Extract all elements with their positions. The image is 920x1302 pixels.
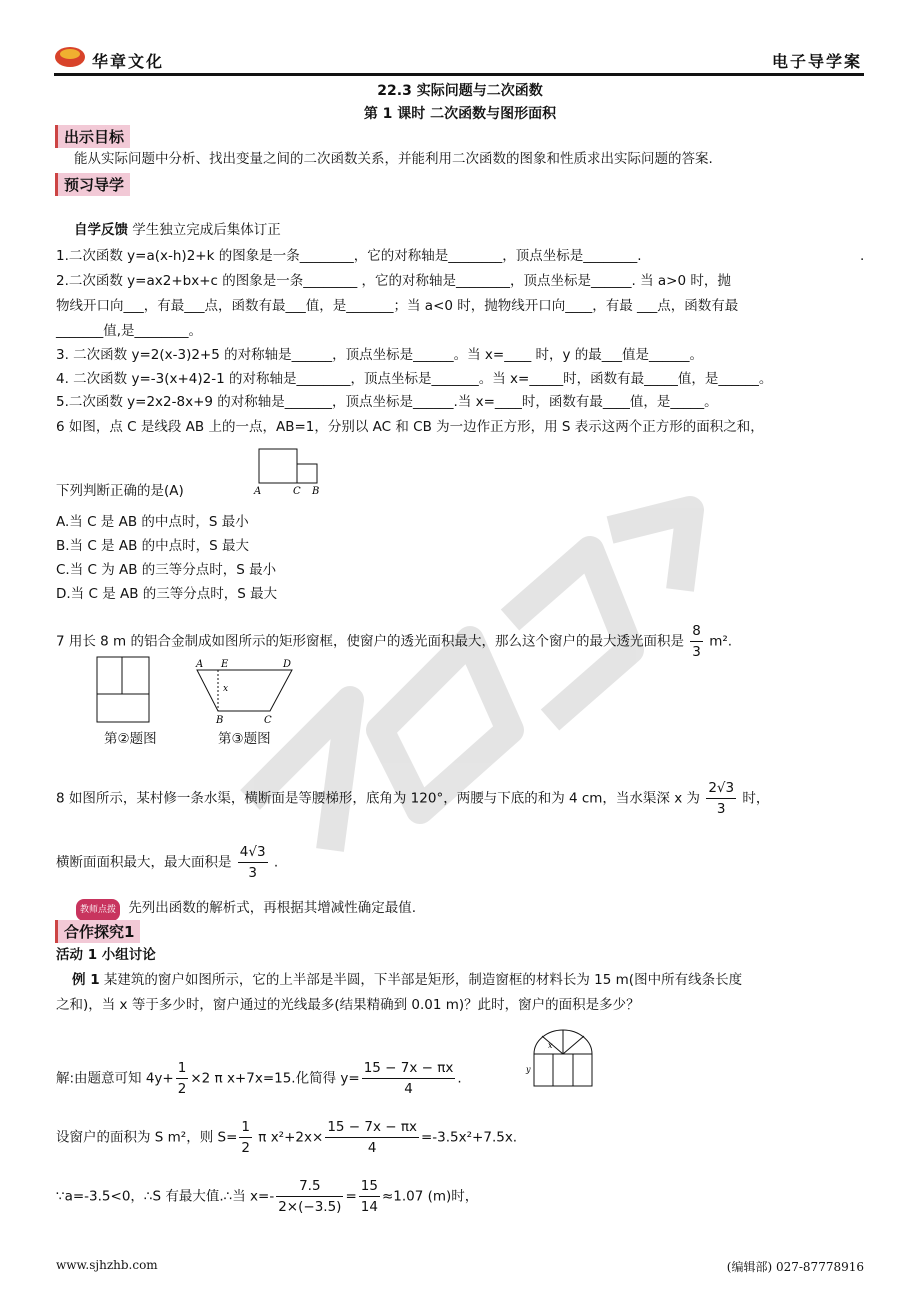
footer-website: www.sjhzhb.com	[56, 1258, 158, 1272]
fraction-den: 3	[716, 801, 726, 817]
fraction-den: 2×(−3.5)	[278, 1199, 342, 1215]
label-c: C	[264, 715, 272, 726]
question-7-unit: m².	[709, 633, 733, 650]
option-d: D.当 C 是 AB 的三等分点时，S 最大	[56, 586, 278, 602]
label-x: x	[548, 1041, 553, 1050]
fraction-y	[362, 1058, 456, 1099]
fraction-den: 3	[692, 644, 701, 660]
question-1-dot: .	[860, 248, 865, 264]
fraction-8-3	[690, 621, 703, 662]
question-7-text: 7 用长 8 m 的铝合金制成如图所示的矩形窗框，使窗户的透光面积最大，那么这个窗户的最大透光面积是	[56, 633, 684, 650]
sol3-mid: =	[345, 1188, 357, 1205]
arched-window-figure	[524, 1026, 600, 1088]
fraction-4sqrt3-3	[238, 842, 268, 883]
fraction-den: 2	[177, 1081, 187, 1097]
question-6-prompt: 下列判断正确的是(A)	[56, 483, 184, 499]
self-study-note: 学生独立完成后集体订正	[132, 222, 281, 238]
lesson-title: 22.3 实际问题与二次函数	[377, 83, 543, 99]
label-e: E	[221, 659, 229, 670]
fraction-num: 15	[359, 1176, 380, 1197]
header-divider	[54, 73, 864, 76]
question-1: 1.二次函数 y=a(x-h)2+k 的图象是一条________，它的对称轴是________，顶点坐标是________.	[56, 248, 642, 264]
label-d: D	[283, 659, 292, 670]
teacher-tip-text: 先列出函数的解析式，再根据其增减性确定最值.	[128, 900, 417, 916]
fraction-den: 2	[241, 1140, 250, 1156]
label-a: A	[254, 486, 262, 497]
section-goal: 出示目标	[55, 125, 130, 148]
solution-line-1	[56, 1058, 462, 1099]
self-study-line	[74, 220, 281, 240]
example-1-text: 某建筑的窗户如图所示，它的上半部是半圆，下半部是矩形，制造窗框的材料长为 15 m(图中所有线条长度	[103, 972, 743, 988]
label-a: A	[196, 659, 204, 670]
sol1-end: .	[457, 1070, 462, 1087]
example-1-label: 例 1	[72, 972, 100, 988]
option-c: C.当 C 为 AB 的三等分点时，S 最小	[56, 562, 277, 578]
example-1-line-2: 之和)，当 x 等于多少时，窗户通过的光线最多(结果精确到 0.01 m)？此时，窗户的面积是多少？	[56, 997, 640, 1013]
fraction-num: 1	[239, 1117, 252, 1138]
label-x: x	[223, 684, 229, 694]
fraction-area	[325, 1117, 419, 1158]
question-3: 3. 二次函数 y=2(x-3)2+5 的对称轴是______，顶点坐标是______。当 x=____ 时，y 的最___值是______。	[56, 347, 704, 363]
question-8-line-1	[56, 778, 769, 819]
sol2-mid: π x²+2x×	[253, 1129, 324, 1146]
question-6: 6 如图，点 C 是线段 AB 上的一点，AB=1，分别以 AC 和 CB 为一边作正方形，用 S 表示这两个正方形的面积之和，	[56, 419, 764, 435]
question-5: 5.二次函数 y=2x2-8x+9 的对称轴是_______，顶点坐标是______.当 x=____时，函数有最____值，是_____。	[56, 394, 718, 410]
question-8-line-2	[56, 842, 278, 883]
sol3-pre: ∵a=-3.5<0，∴S 有最大值.∴当 x=-	[56, 1188, 275, 1205]
figure-3-caption: 第③题图	[218, 731, 271, 747]
fraction-num: 7.5	[276, 1176, 343, 1197]
option-a: A.当 C 是 AB 的中点时，S 最小	[56, 514, 249, 530]
example-1-line-1	[72, 970, 742, 990]
brand-logo	[54, 44, 86, 68]
fraction-15-14	[359, 1176, 380, 1217]
question-4: 4. 二次函数 y=-3(x+4)2-1 的对称轴是________，顶点坐标是_______。当 x=_____时，函数有最_____值，是______。	[56, 371, 773, 387]
fraction-num: 2√3	[706, 778, 736, 799]
label-c: C	[293, 486, 301, 497]
question-2-line-3: _______值,是________。	[56, 323, 203, 339]
section-preview: 预习导学	[55, 173, 130, 196]
fraction-num: 15 − 7x − πx	[325, 1117, 419, 1138]
fraction-num: 8	[690, 621, 703, 642]
teacher-tip	[76, 898, 416, 921]
fraction-vertex	[276, 1176, 343, 1217]
fraction-den: 4	[404, 1081, 413, 1097]
question-2-line-1: 2.二次函数 y=ax2+bx+c 的图象是一条________ ，它的对称轴是________，顶点坐标是______. 当 a>0 时，抛	[56, 273, 731, 289]
sol3-end: ≈1.07 (m)时，	[381, 1188, 479, 1205]
squares-figure	[250, 446, 330, 498]
question-8-text-end: 时，	[742, 790, 770, 807]
trapezoid-figure	[192, 655, 302, 727]
label-b: B	[216, 715, 224, 726]
fraction-num: 1	[176, 1058, 189, 1079]
lesson-subtitle: 第 1 课时 二次函数与图形面积	[363, 106, 557, 122]
section-coop: 合作探究1	[55, 920, 140, 943]
option-b: B.当 C 是 AB 的中点时，S 最大	[56, 538, 250, 554]
question-8-text: 8 如图所示，某村修一条水渠，横断面是等腰梯形，底角为 120°，两腰与下底的和为 4 cm，当水渠深 x 为	[56, 790, 701, 807]
question-8-text-2-end: .	[273, 854, 279, 871]
solution-line-3	[56, 1176, 478, 1217]
activity-title: 活动 1 小组讨论	[56, 947, 156, 963]
question-7	[56, 621, 732, 662]
question-8-text-2: 横断面面积最大，最大面积是	[56, 854, 232, 871]
sol2-end: =-3.5x²+7.5x.	[420, 1129, 518, 1146]
label-y: y	[526, 1065, 531, 1074]
teacher-tip-badge: 教师点拨	[76, 899, 120, 921]
fraction-den: 3	[248, 865, 257, 881]
solution-line-2	[56, 1117, 517, 1158]
footer-contact: (编辑部) 027-87778916	[726, 1260, 864, 1274]
fraction-2sqrt3-3	[706, 778, 736, 819]
sol1-mid: ×2 π x+7x=15.化简得 y=	[190, 1070, 360, 1087]
self-study-label: 自学反馈	[74, 222, 128, 238]
fraction-1-2	[176, 1058, 189, 1099]
fraction-den: 14	[360, 1199, 378, 1215]
window-frame-figure	[96, 656, 152, 724]
fraction-num: 15 − 7x − πx	[362, 1058, 456, 1079]
fraction-num: 4√3	[238, 842, 268, 863]
question-2-line-2: 物线开口向___，有最___点，函数有最___值，是_______；当 a<0 时，抛物线开口向____，有最 ___点，函数有最	[56, 298, 739, 314]
brand-name: 华章文化	[92, 52, 165, 71]
goal-text: 能从实际问题中分析、找出变量之间的二次函数关系，并能利用二次函数的图象和性质求出实际问题的答案.	[74, 151, 713, 167]
fraction-den: 4	[367, 1140, 377, 1156]
label-b: B	[312, 486, 320, 497]
sol2-pre: 设窗户的面积为 S m²，则 S=	[56, 1129, 238, 1146]
figure-2-caption: 第②题图	[104, 731, 157, 747]
fraction-1-2	[239, 1117, 252, 1158]
sol1-pre: 解:由题意可知 4y+	[56, 1070, 174, 1087]
header-title: 电子导学案	[771, 52, 862, 71]
